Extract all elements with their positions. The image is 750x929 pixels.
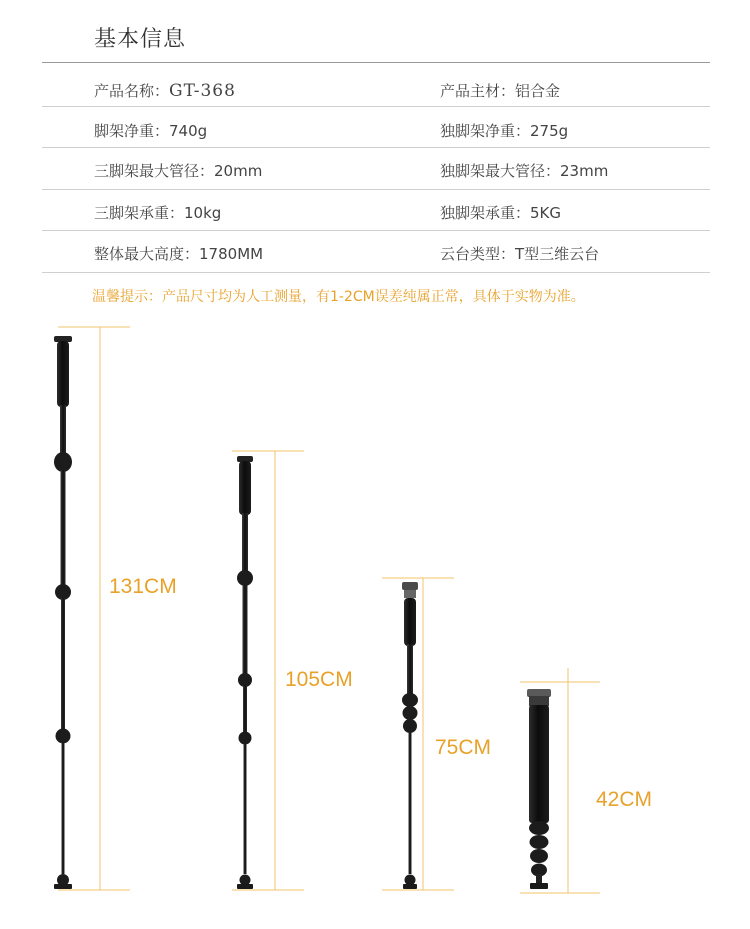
monopod-42cm: [527, 689, 551, 889]
section-title: 基本信息: [94, 27, 187, 52]
height-label-75: 75CM: [435, 736, 492, 759]
spec-label: 独脚架净重：: [440, 122, 531, 140]
height-label-105: 105CM: [285, 668, 353, 691]
spec-value: GT-368: [169, 81, 236, 101]
spec-value: 5KG: [530, 204, 562, 222]
spec-label: 独脚架最大管径：: [440, 162, 561, 180]
spec-value: 铝合金: [515, 82, 561, 100]
spec-value: 23mm: [560, 162, 609, 180]
spec-value: T型三维云台: [515, 245, 600, 263]
spec-value: 740g: [169, 122, 208, 140]
spec-label: 三脚架承重：: [94, 204, 185, 222]
measurement-note: 温馨提示：产品尺寸均为人工测量，有1-2CM误差纯属正常，具体于实物为准。: [92, 289, 585, 305]
monopod-105cm: [237, 456, 253, 889]
spec-value: 10kg: [184, 204, 222, 222]
spec-label: 脚架净重：: [94, 122, 170, 140]
spec-label: 产品名称：: [94, 82, 170, 100]
spec-value: 1780MM: [199, 245, 264, 263]
monopod-131cm: [54, 336, 72, 889]
monopod-75cm: [402, 582, 418, 889]
spec-label: 三脚架最大管径：: [94, 162, 215, 180]
spec-label: 云台类型：: [440, 245, 516, 263]
height-label-131: 131CM: [109, 575, 177, 598]
spec-label: 产品主材：: [440, 82, 516, 100]
spec-value: 275g: [530, 122, 569, 140]
height-label-42: 42CM: [596, 788, 653, 811]
height-guides: [58, 327, 600, 893]
spec-label: 整体最大高度：: [94, 245, 200, 263]
spec-value: 20mm: [214, 162, 263, 180]
spec-label: 独脚架承重：: [440, 204, 531, 222]
